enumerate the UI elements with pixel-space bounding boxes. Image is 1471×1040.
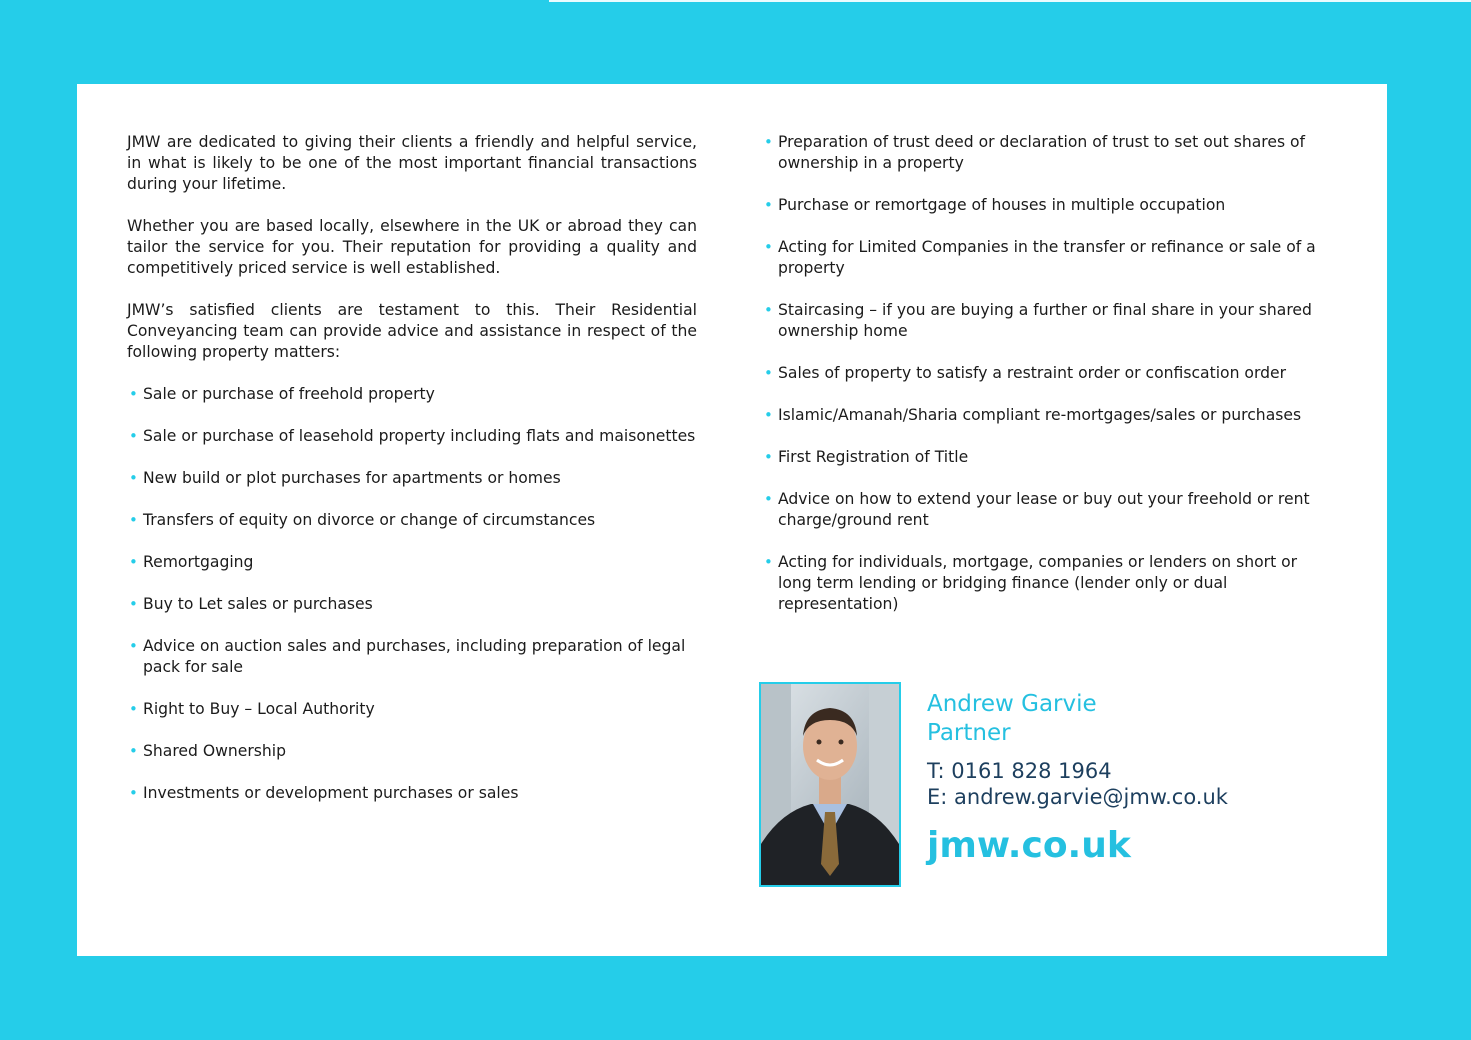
website-link[interactable]: jmw.co.uk [927,825,1131,866]
list-item-text: Shared Ownership [143,742,287,760]
list-item-text: Sales of property to satisfy a restraint order or confiscation order [778,364,1287,382]
list-item [127,783,697,804]
right-column [762,132,1322,636]
contact-email[interactable]: E: andrew.garvie@jmw.co.uk [927,785,1228,809]
list-item [762,132,1322,174]
list-item [762,195,1322,216]
list-item-text: Remortgaging [143,553,254,571]
list-item [127,741,697,762]
bullet-icon: • [764,490,773,508]
bullet-icon: • [764,364,773,382]
list-item [127,468,697,489]
contact-phone: T: 0161 828 1964 [927,759,1112,783]
bullet-icon: • [764,133,773,151]
list-item [762,489,1322,531]
list-item-text: Transfers of equity on divorce or change of circumstances [143,511,596,529]
bullet-icon: • [129,385,138,403]
left-services-list [127,384,697,804]
list-item-text: Advice on auction sales and purchases, including preparation of legal pack for sale [143,637,686,676]
bullet-icon: • [764,196,773,214]
bullet-icon: • [764,238,773,256]
list-item [762,405,1322,426]
bullet-icon: • [129,742,138,760]
bullet-icon: • [129,637,138,655]
list-item-text: Investments or development purchases or sales [143,784,519,802]
list-item [762,447,1322,468]
bullet-icon: • [129,469,138,487]
list-item [762,237,1322,279]
list-item-text: Sale or purchase of freehold property [143,385,435,403]
list-item [762,552,1322,615]
portrait-illustration [761,684,899,885]
list-item [127,384,697,405]
contact-role: Partner [927,720,1011,746]
content-panel [77,84,1387,956]
list-item-text: Buy to Let sales or purchases [143,595,373,613]
contact-name: Andrew Garvie [927,691,1097,717]
list-item-text: First Registration of Title [778,448,969,466]
bullet-icon: • [129,595,138,613]
list-item [127,699,697,720]
list-item-text: Right to Buy – Local Authority [143,700,375,718]
bullet-icon: • [129,427,138,445]
list-item [127,426,697,447]
list-item-text: Islamic/Amanah/Sharia compliant re-mortgages/sales or purchases [778,406,1302,424]
intro-paragraph-1: JMW are dedicated to giving their clients a friendly and helpful service, in what is likely to be one of the most important financial transactions during your lifetime. [127,133,697,193]
contact-block [927,690,1347,866]
list-item [127,594,697,615]
bullet-icon: • [129,553,138,571]
bullet-icon: • [129,784,138,802]
list-item-text: Acting for individuals, mortgage, companies or lenders on short or long term lending or bridging finance (lender only or dual representation) [778,553,1298,613]
list-item [762,300,1322,342]
list-item-text: Sale or purchase of leasehold property including flats and maisonettes [143,427,696,445]
list-item-text: Preparation of trust deed or declaration of trust to set out shares of ownership in a property [778,133,1306,172]
list-item [127,510,697,531]
bullet-icon: • [764,406,773,424]
bullet-icon: • [764,553,773,571]
partner-photo [759,682,901,887]
bullet-icon: • [129,511,138,529]
list-item-text: Staircasing – if you are buying a further or final share in your shared ownership home [778,301,1312,340]
list-item [127,552,697,573]
list-item-text: Advice on how to extend your lease or buy out your freehold or rent charge/ground rent [778,490,1310,529]
right-services-list [762,132,1322,615]
bullet-icon: • [764,448,773,466]
list-item-text: Purchase or remortgage of houses in multiple occupation [778,196,1226,214]
list-item-text: Acting for Limited Companies in the transfer or refinance or sale of a property [778,238,1316,277]
list-item-text: New build or plot purchases for apartments or homes [143,469,561,487]
bullet-icon: • [129,700,138,718]
left-column [127,132,697,825]
intro-paragraph-2: Whether you are based locally, elsewhere in the UK or abroad they can tailor the service for you. Their reputation for providing a quality and competitively priced service is well established. [127,217,697,277]
top-accent-line [549,0,1471,2]
list-item [762,363,1322,384]
list-item [127,636,697,678]
bullet-icon: • [764,301,773,319]
intro-paragraph-3: JMW’s satisfied clients are testament to this. Their Residential Conveyancing team can provide advice and assistance in respect of the following property matters: [127,301,697,361]
